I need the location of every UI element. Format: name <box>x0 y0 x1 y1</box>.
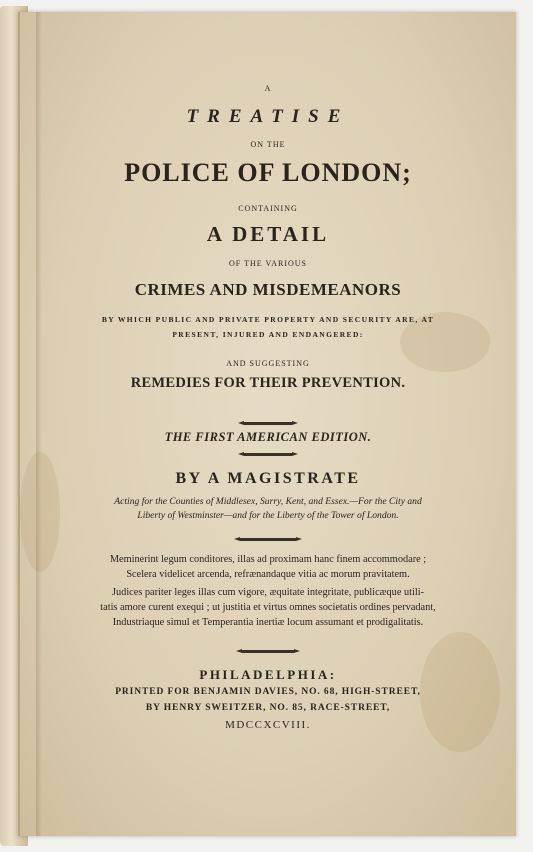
article-a: A <box>264 84 272 93</box>
author-line: BY A MAGISTRATE <box>175 470 361 487</box>
ornament-rule <box>242 650 294 653</box>
imprint-city: PHILADELPHIA: <box>199 667 337 682</box>
containing-line: CONTAINING <box>238 204 298 213</box>
edition-line: THE FIRST AMERICAN EDITION. <box>164 430 372 444</box>
ornament-rule <box>244 422 292 425</box>
a-detail-heading: A DETAIL <box>206 222 330 246</box>
of-the-various-line: OF THE VARIOUS <box>228 259 307 268</box>
remedies-heading: REMEDIES FOR THEIR PREVENTION. <box>130 375 406 391</box>
by-which-line-1: BY WHICH PUBLIC AND PRIVATE PROPERTY AND SECURITY ARE, AT <box>101 315 435 324</box>
and-suggesting-line: AND SUGGESTING <box>226 359 310 368</box>
imprint-line-1: PRINTED FOR BENJAMIN DAVIES, NO. 68, HIGH-STREET, <box>115 687 421 697</box>
by-which-line-2: PRESENT, INJURED AND ENDANGERED: <box>172 330 364 339</box>
latin-epigraph-line-3: Judices pariter leges illas cum vigore, æquitate integritate, publicæque utili- <box>112 587 424 598</box>
police-of-london-heading: POLICE OF LONDON; <box>124 158 412 187</box>
latin-epigraph-line-4: tatis amore curent exequi ; ut justitia et virtus omnes societatis ordines pervadant, <box>100 602 436 613</box>
acting-line-1: Acting for the Counties of Middlesex, Surry, Kent, and Essex.—For the City and <box>114 496 422 507</box>
crimes-heading: CRIMES AND MISDEMEANORS <box>134 280 402 299</box>
ornament-rule <box>240 538 296 541</box>
latin-epigraph-line-5: Industriaque simul et Temperantia inertiæ locum assumant et prodigalitatis. <box>112 617 424 628</box>
latin-epigraph-line-2: Scelera videlicet arcenda, refrænandaque vitia ac morum pravitatem. <box>126 569 410 580</box>
latin-epigraph-line-1: Meminerint legum conditores, illas ad proximam hanc finem accommodare ; <box>109 554 427 565</box>
acting-line-2: Liberty of Westminster—and for the Liberty of the Tower of London. <box>137 510 399 521</box>
imprint-year: MDCCXCVIII. <box>225 719 311 731</box>
on-the-line: ON THE <box>250 140 286 149</box>
treatise-heading: TREATISE <box>186 106 350 127</box>
title-page <box>18 12 516 836</box>
imprint-line-2: BY HENRY SWEITZER, NO. 85, RACE-STREET, <box>145 703 391 713</box>
ornament-rule <box>244 453 292 456</box>
